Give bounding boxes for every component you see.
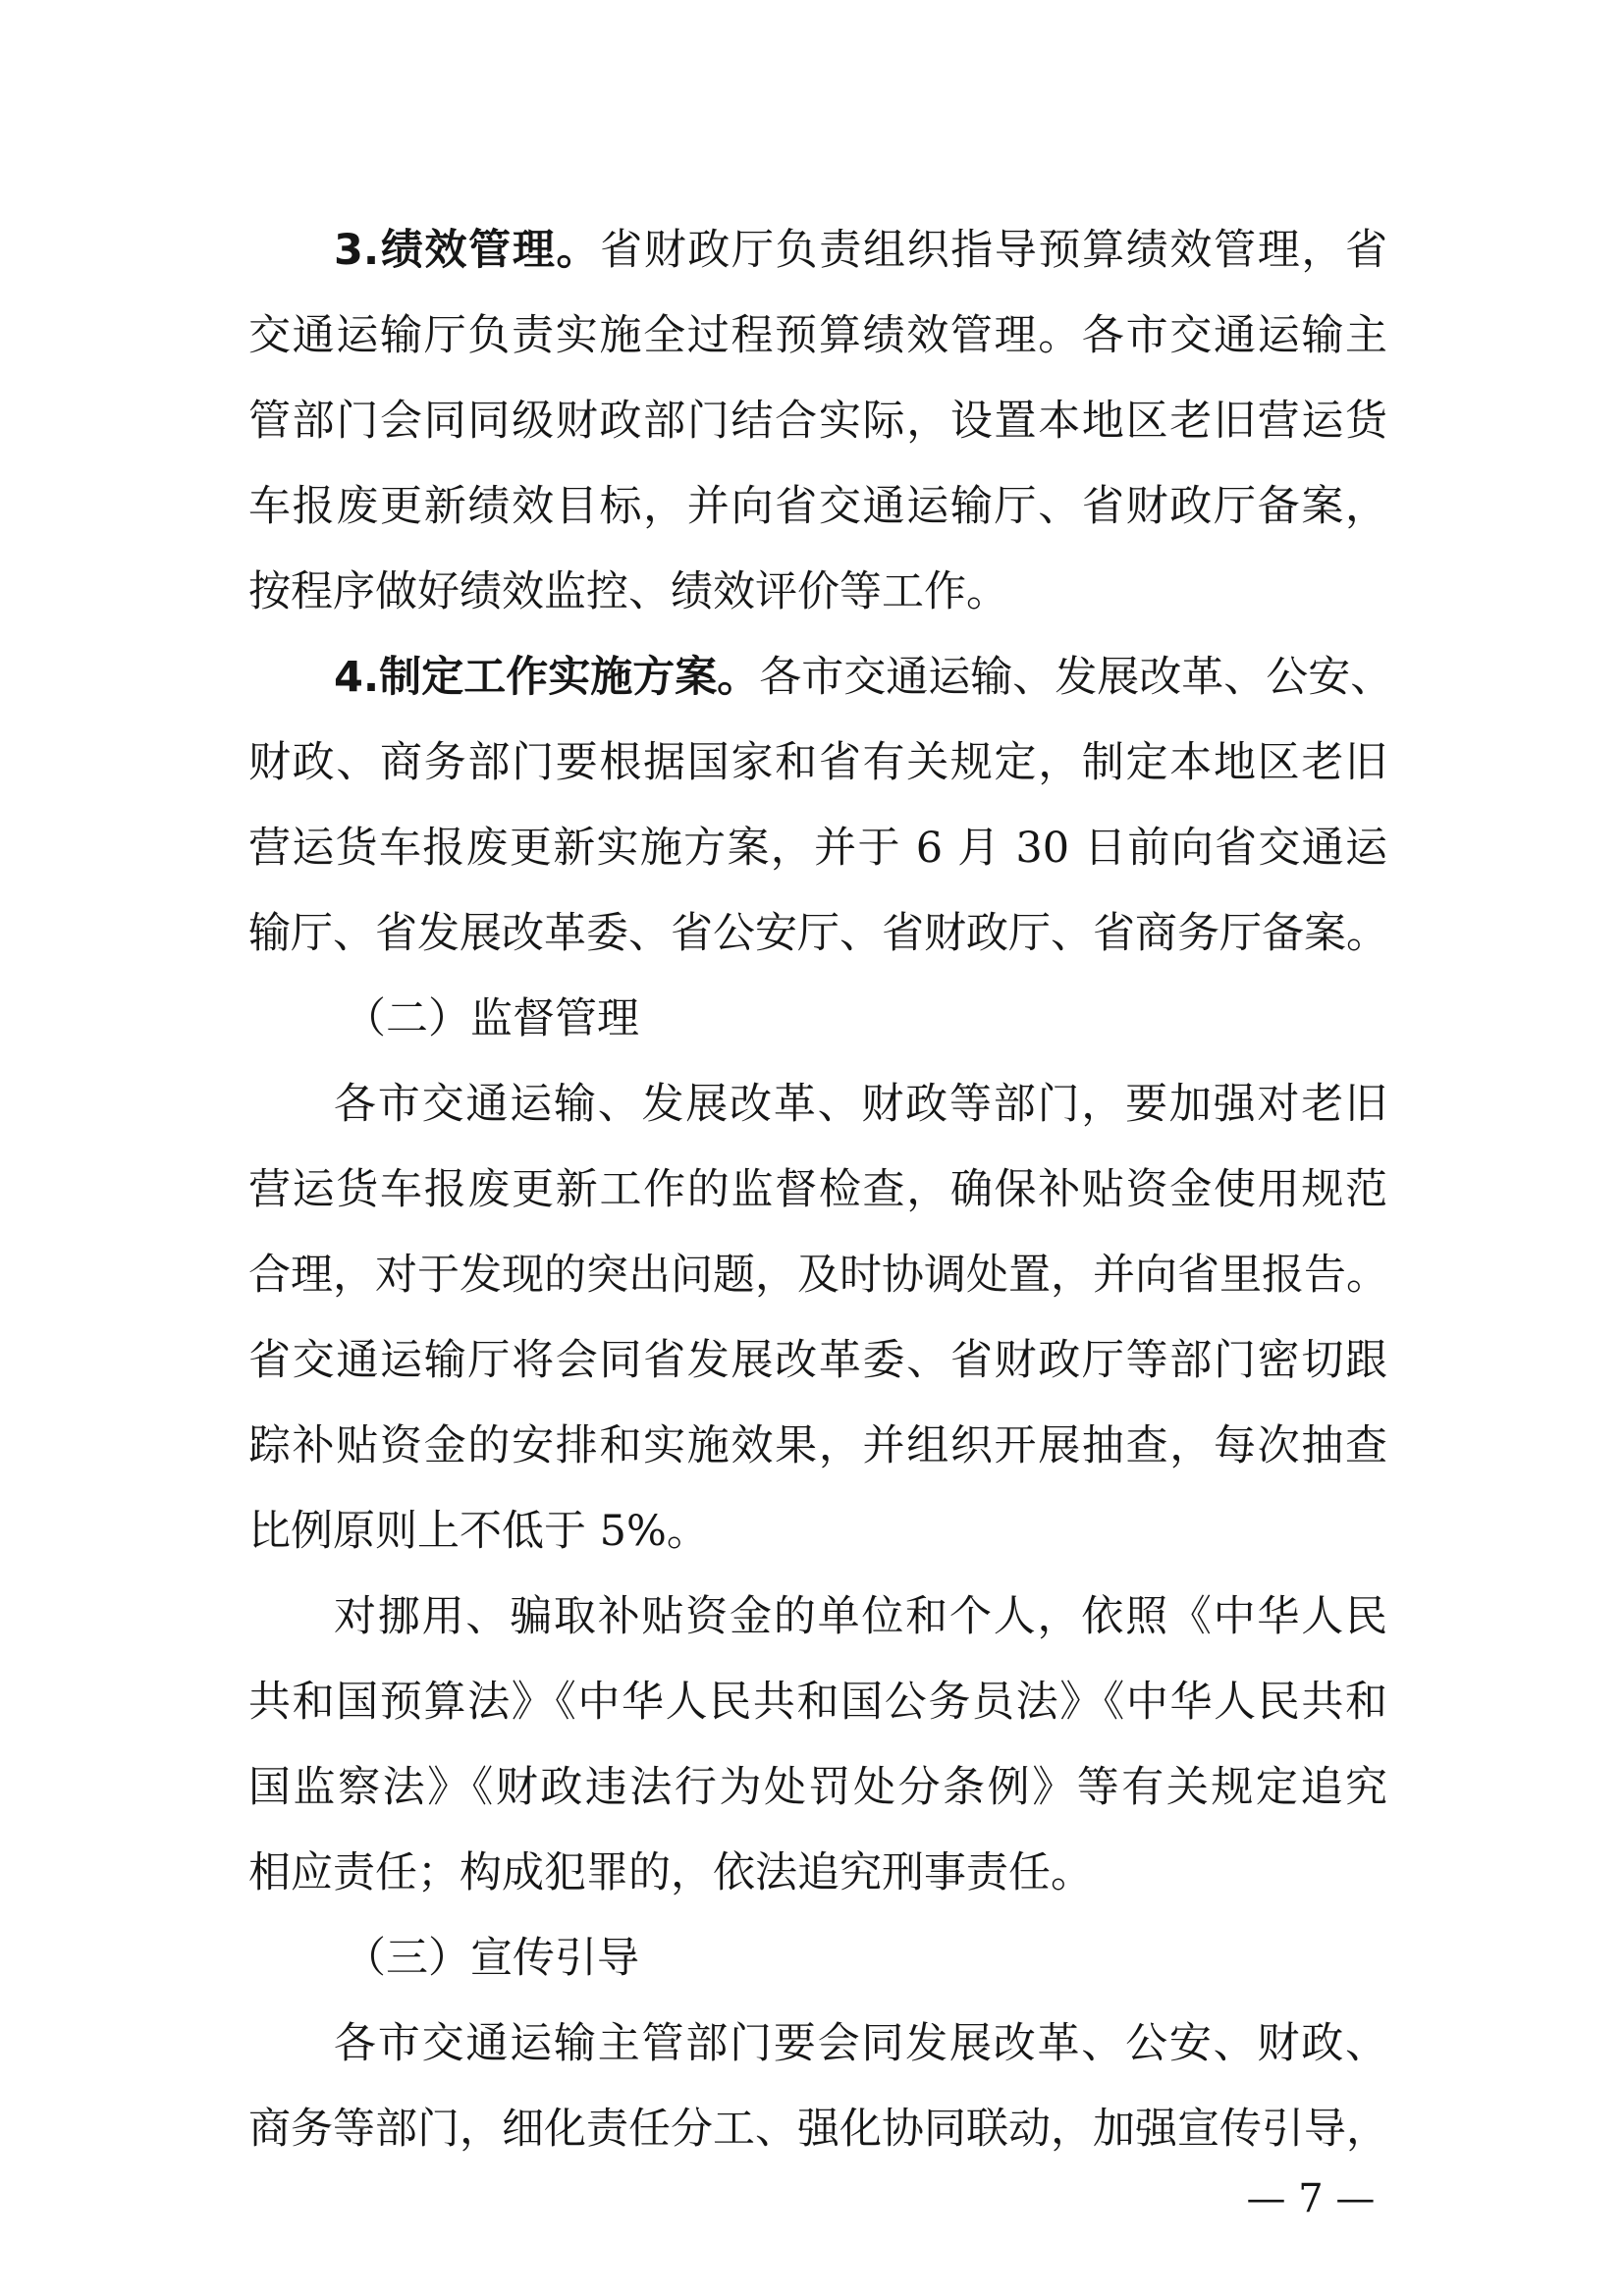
paragraph-line: 财政、商务部门要根据国家和省有关规定，制定本地区老旧 [248, 738, 1387, 787]
paragraph-line: 车报废更新绩效目标，并向省交通运输厅、省财政厅备案， [248, 482, 1387, 531]
paragraph-line: 合理，对于发现的突出问题，及时协调处置，并向省里报告。 [248, 1251, 1388, 1300]
paragraph-line: 各市交通运输、发展改革、财政等部门，要加强对老旧 [334, 1080, 1387, 1129]
paragraph-line: 共和国预算法》《中华人民共和国公务员法》《中华人民共和 [248, 1678, 1387, 1727]
paragraph-line: 交通运输厅负责实施全过程预算绩效管理。各市交通运输主 [248, 311, 1387, 360]
paragraph-line [334, 216, 1387, 285]
page-number: — 7 — [1246, 2176, 1376, 2221]
paragraph-line: 省交通运输厅将会同省发展改革委、省财政厅等部门密切跟 [248, 1336, 1387, 1385]
paragraph-line: 相应责任；构成犯罪的，依法追究刑事责任。 [248, 1848, 1093, 1897]
paragraph-heading-work-plan: 4.制定工作实施方案。 [334, 653, 760, 702]
paragraph-line: 各市交通运输主管部门要会同发展改革、公安、财政、 [334, 2019, 1387, 2068]
paragraph-line: 比例原则上不低于 5%。 [248, 1507, 709, 1556]
paragraph-text: 各市交通运输、发展改革、公安、 [759, 653, 1393, 702]
paragraph-text: 省财政厅负责组织指导预算绩效管理，省 [600, 226, 1387, 275]
paragraph-line: 商务等部门，细化责任分工、强化协同联动，加强宣传引导， [248, 2105, 1388, 2154]
paragraph-line: 营运货车报废更新工作的监督检查，确保补贴资金使用规范 [248, 1165, 1387, 1214]
paragraph-line: 对挪用、骗取补贴资金的单位和个人，依照《中华人民 [334, 1592, 1387, 1641]
paragraph-heading-performance: 3.绩效管理。 [334, 226, 601, 275]
paragraph-line: 踪补贴资金的安排和实施效果，并组织开展抽查，每次抽查 [248, 1421, 1387, 1470]
paragraph-line: 管部门会同同级财政部门结合实际，设置本地区老旧营运货 [248, 397, 1387, 446]
paragraph-line [334, 643, 1393, 712]
paragraph-line: 国监察法》《财政违法行为处罚处分条例》等有关规定追究 [248, 1763, 1387, 1812]
section-title-supervision: （二）监督管理 [344, 994, 639, 1043]
paragraph-line: 按程序做好绩效监控、绩效评价等工作。 [248, 567, 1008, 616]
paragraph-line: 营运货车报废更新实施方案，并于 6 月 30 日前向省交通运 [248, 824, 1387, 873]
section-title-publicity: （三）宣传引导 [344, 1934, 639, 1983]
paragraph-line: 输厅、省发展改革委、省公安厅、省财政厅、省商务厅备案。 [248, 909, 1388, 958]
